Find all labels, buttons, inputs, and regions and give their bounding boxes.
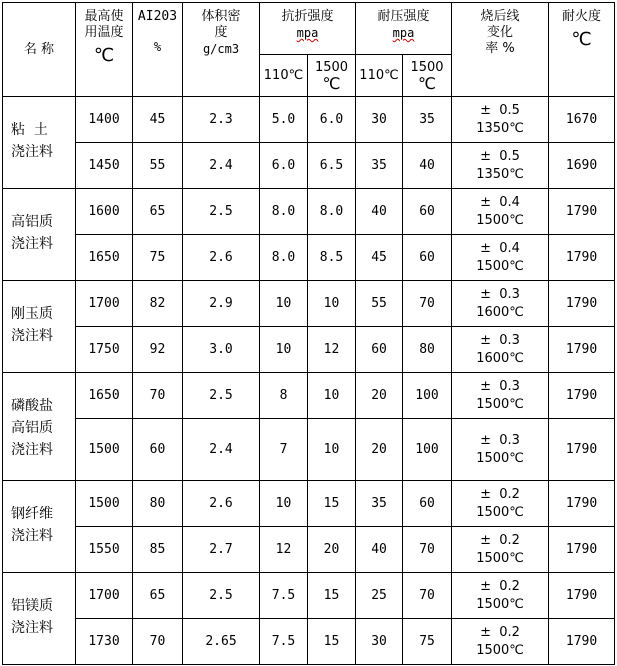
cell-compressive-110: 35 bbox=[356, 143, 403, 189]
rate-value: ± 0.4 bbox=[480, 194, 520, 210]
cell-compressive-110: 25 bbox=[356, 573, 403, 619]
material-name: 刚玉质 浇注料 bbox=[3, 281, 76, 373]
rate-value: ± 0.2 bbox=[480, 532, 520, 548]
rate-value: ± 0.3 bbox=[480, 286, 520, 302]
cell-compressive-1500: 80 bbox=[403, 327, 452, 373]
cell-al2o3: 85 bbox=[133, 527, 183, 573]
cell-linear-change-rate bbox=[452, 481, 549, 527]
rate-value: ± 0.5 bbox=[480, 148, 520, 164]
cell-max-temp: 1750 bbox=[76, 327, 133, 373]
cell-max-temp: 1650 bbox=[76, 373, 133, 419]
cell-refractoriness: 1790 bbox=[549, 373, 615, 419]
rate-value: ± 0.2 bbox=[480, 624, 520, 640]
castable-properties-table bbox=[2, 2, 615, 665]
cell-compressive-1500: 40 bbox=[403, 143, 452, 189]
cell-max-temp: 1500 bbox=[76, 419, 133, 481]
cell-compressive-1500: 60 bbox=[403, 189, 452, 235]
cell-linear-change-rate bbox=[452, 619, 549, 665]
cell-density: 2.9 bbox=[183, 281, 260, 327]
table-row bbox=[3, 97, 615, 143]
rate-value: ± 0.3 bbox=[480, 378, 520, 394]
header-compressive-110: 110℃ bbox=[356, 55, 403, 97]
cell-compressive-110: 20 bbox=[356, 419, 403, 481]
cell-linear-change-rate bbox=[452, 573, 549, 619]
cell-linear-change-rate bbox=[452, 97, 549, 143]
cell-al2o3: 55 bbox=[133, 143, 183, 189]
cell-linear-change-rate bbox=[452, 235, 549, 281]
table-row bbox=[3, 619, 615, 665]
cell-al2o3: 80 bbox=[133, 481, 183, 527]
cell-max-temp: 1450 bbox=[76, 143, 133, 189]
cell-linear-change-rate bbox=[452, 143, 549, 189]
cell-refractoriness: 1790 bbox=[549, 189, 615, 235]
cell-al2o3: 70 bbox=[133, 373, 183, 419]
cell-flexural-110: 10 bbox=[260, 327, 308, 373]
cell-al2o3: 82 bbox=[133, 281, 183, 327]
cell-flexural-1500: 15 bbox=[308, 619, 356, 665]
cell-refractoriness: 1790 bbox=[549, 327, 615, 373]
material-name: 磷酸盐 高铝质 浇注料 bbox=[3, 373, 76, 481]
rate-temperature: 1500℃ bbox=[476, 596, 524, 612]
cell-refractoriness: 1790 bbox=[549, 527, 615, 573]
rate-temperature: 1600℃ bbox=[476, 350, 524, 366]
material-name: 钢纤维 浇注料 bbox=[3, 481, 76, 573]
table-row bbox=[3, 573, 615, 619]
table-row bbox=[3, 373, 615, 419]
rate-value: ± 0.3 bbox=[480, 332, 520, 348]
cell-al2o3: 65 bbox=[133, 573, 183, 619]
rate-temperature: 1500℃ bbox=[476, 642, 524, 658]
cell-max-temp: 1550 bbox=[76, 527, 133, 573]
cell-compressive-1500: 100 bbox=[403, 419, 452, 481]
cell-linear-change-rate bbox=[452, 189, 549, 235]
cell-flexural-1500: 8.5 bbox=[308, 235, 356, 281]
cell-max-temp: 1700 bbox=[76, 281, 133, 327]
cell-compressive-110: 30 bbox=[356, 97, 403, 143]
rate-value: ± 0.2 bbox=[480, 578, 520, 594]
cell-density: 2.7 bbox=[183, 527, 260, 573]
cell-density: 2.5 bbox=[183, 189, 260, 235]
cell-al2o3: 92 bbox=[133, 327, 183, 373]
cell-flexural-110: 8 bbox=[260, 373, 308, 419]
cell-refractoriness: 1670 bbox=[549, 97, 615, 143]
rate-temperature: 1350℃ bbox=[476, 120, 524, 136]
cell-density: 2.6 bbox=[183, 235, 260, 281]
cell-al2o3: 45 bbox=[133, 97, 183, 143]
cell-flexural-110: 6.0 bbox=[260, 143, 308, 189]
cell-flexural-110: 5.0 bbox=[260, 97, 308, 143]
cell-density: 2.3 bbox=[183, 97, 260, 143]
cell-refractoriness: 1790 bbox=[549, 481, 615, 527]
cell-compressive-110: 20 bbox=[356, 373, 403, 419]
header-name: 名 称 bbox=[3, 3, 76, 97]
table-row bbox=[3, 143, 615, 189]
header-compressive-strength: 耐压强度 mpa bbox=[356, 3, 452, 55]
cell-linear-change-rate bbox=[452, 281, 549, 327]
rate-temperature: 1500℃ bbox=[476, 212, 524, 228]
cell-compressive-1500: 60 bbox=[403, 481, 452, 527]
cell-refractoriness: 1790 bbox=[549, 419, 615, 481]
cell-compressive-110: 55 bbox=[356, 281, 403, 327]
cell-flexural-110: 8.0 bbox=[260, 189, 308, 235]
cell-max-temp: 1500 bbox=[76, 481, 133, 527]
header-density: 体积密 度 g/cm3 bbox=[183, 3, 260, 97]
cell-compressive-110: 30 bbox=[356, 619, 403, 665]
rate-temperature: 1500℃ bbox=[476, 504, 524, 520]
cell-max-temp: 1700 bbox=[76, 573, 133, 619]
cell-flexural-110: 7 bbox=[260, 419, 308, 481]
header-flexural-110: 110℃ bbox=[260, 55, 308, 97]
table-row bbox=[3, 527, 615, 573]
cell-compressive-1500: 70 bbox=[403, 573, 452, 619]
cell-refractoriness: 1790 bbox=[549, 573, 615, 619]
cell-compressive-1500: 70 bbox=[403, 527, 452, 573]
rate-temperature: 1500℃ bbox=[476, 550, 524, 566]
cell-density: 2.4 bbox=[183, 419, 260, 481]
cell-flexural-1500: 20 bbox=[308, 527, 356, 573]
cell-flexural-110: 10 bbox=[260, 281, 308, 327]
material-name: 高铝质 浇注料 bbox=[3, 189, 76, 281]
cell-flexural-110: 8.0 bbox=[260, 235, 308, 281]
rate-value: ± 0.3 bbox=[480, 432, 520, 448]
cell-compressive-110: 40 bbox=[356, 527, 403, 573]
cell-compressive-110: 60 bbox=[356, 327, 403, 373]
table-row bbox=[3, 481, 615, 527]
cell-density: 2.5 bbox=[183, 573, 260, 619]
cell-refractoriness: 1690 bbox=[549, 143, 615, 189]
cell-max-temp: 1400 bbox=[76, 97, 133, 143]
cell-max-temp: 1730 bbox=[76, 619, 133, 665]
rate-temperature: 1500℃ bbox=[476, 396, 524, 412]
cell-density: 2.6 bbox=[183, 481, 260, 527]
rate-temperature: 1600℃ bbox=[476, 304, 524, 320]
header-compressive-1500: 1500 ℃ bbox=[403, 55, 452, 97]
cell-linear-change-rate bbox=[452, 419, 549, 481]
header-al2o3: AI203 % bbox=[133, 3, 183, 97]
cell-flexural-110: 7.5 bbox=[260, 573, 308, 619]
cell-flexural-110: 12 bbox=[260, 527, 308, 573]
cell-compressive-110: 40 bbox=[356, 189, 403, 235]
cell-linear-change-rate bbox=[452, 373, 549, 419]
table-body bbox=[3, 97, 615, 665]
header-linear-change-rate: 烧后线 变化 率 % bbox=[452, 3, 549, 97]
rate-value: ± 0.2 bbox=[480, 486, 520, 502]
header-refractoriness: 耐火度 ℃ bbox=[549, 3, 615, 97]
cell-max-temp: 1650 bbox=[76, 235, 133, 281]
cell-flexural-1500: 10 bbox=[308, 281, 356, 327]
cell-compressive-1500: 35 bbox=[403, 97, 452, 143]
cell-flexural-1500: 6.0 bbox=[308, 97, 356, 143]
cell-al2o3: 60 bbox=[133, 419, 183, 481]
cell-flexural-1500: 10 bbox=[308, 373, 356, 419]
cell-compressive-1500: 75 bbox=[403, 619, 452, 665]
cell-density: 3.0 bbox=[183, 327, 260, 373]
cell-al2o3: 70 bbox=[133, 619, 183, 665]
cell-density: 2.5 bbox=[183, 373, 260, 419]
cell-density: 2.4 bbox=[183, 143, 260, 189]
cell-compressive-1500: 60 bbox=[403, 235, 452, 281]
cell-refractoriness: 1790 bbox=[549, 235, 615, 281]
cell-refractoriness: 1790 bbox=[549, 619, 615, 665]
cell-flexural-110: 7.5 bbox=[260, 619, 308, 665]
rate-temperature: 1500℃ bbox=[476, 258, 524, 274]
rate-temperature: 1350℃ bbox=[476, 166, 524, 182]
material-name: 铝镁质 浇注料 bbox=[3, 573, 76, 665]
cell-flexural-1500: 8.0 bbox=[308, 189, 356, 235]
cell-compressive-1500: 70 bbox=[403, 281, 452, 327]
cell-linear-change-rate bbox=[452, 327, 549, 373]
cell-flexural-110: 10 bbox=[260, 481, 308, 527]
cell-compressive-110: 35 bbox=[356, 481, 403, 527]
table-row bbox=[3, 419, 615, 481]
cell-flexural-1500: 15 bbox=[308, 481, 356, 527]
castable-properties-table-wrapper bbox=[2, 2, 615, 665]
table-row bbox=[3, 189, 615, 235]
table-row bbox=[3, 327, 615, 373]
cell-refractoriness: 1790 bbox=[549, 281, 615, 327]
cell-al2o3: 65 bbox=[133, 189, 183, 235]
cell-flexural-1500: 10 bbox=[308, 419, 356, 481]
cell-linear-change-rate bbox=[452, 527, 549, 573]
rate-value: ± 0.5 bbox=[480, 102, 520, 118]
cell-flexural-1500: 6.5 bbox=[308, 143, 356, 189]
header-max-temp: 最高使 用温度 ℃ bbox=[76, 3, 133, 97]
rate-value: ± 0.4 bbox=[480, 240, 520, 256]
table-row bbox=[3, 281, 615, 327]
cell-compressive-1500: 100 bbox=[403, 373, 452, 419]
header-flexural-1500: 1500 ℃ bbox=[308, 55, 356, 97]
material-name: 粘 土 浇注料 bbox=[3, 97, 76, 189]
cell-density: 2.65 bbox=[183, 619, 260, 665]
cell-flexural-1500: 12 bbox=[308, 327, 356, 373]
table-header bbox=[3, 3, 615, 97]
cell-al2o3: 75 bbox=[133, 235, 183, 281]
cell-flexural-1500: 15 bbox=[308, 573, 356, 619]
table-row bbox=[3, 235, 615, 281]
cell-max-temp: 1600 bbox=[76, 189, 133, 235]
header-flexural-strength: 抗折强度 mpa bbox=[260, 3, 356, 55]
rate-temperature: 1500℃ bbox=[476, 450, 524, 466]
cell-compressive-110: 45 bbox=[356, 235, 403, 281]
